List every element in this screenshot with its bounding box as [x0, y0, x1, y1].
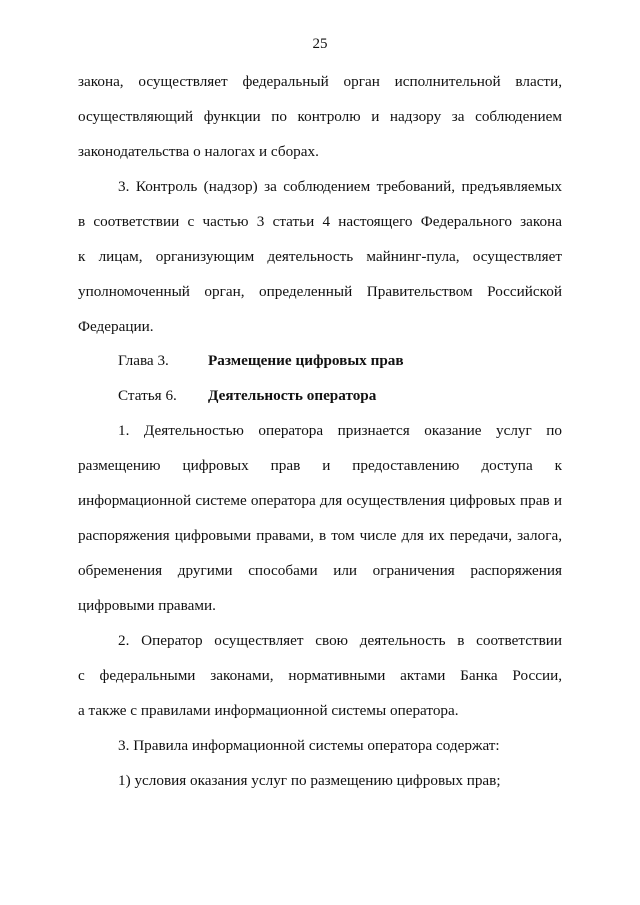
paragraph-line: 1. Деятельностью оператора признается оказание услуг по	[118, 422, 562, 439]
paragraph-line: 3. Контроль (надзор) за соблюдением требований, предъявляемых	[118, 178, 562, 195]
paragraph-line: размещению цифровых прав и предоставлению доступа к	[78, 457, 562, 474]
chapter-label: Глава 3.	[118, 352, 169, 369]
chapter-title: Размещение цифровых прав	[208, 352, 404, 369]
paragraph-line: закона, осуществляет федеральный орган исполнительной власти,	[78, 73, 562, 90]
paragraph-line: информационной системе оператора для осуществления цифровых прав и	[78, 492, 562, 509]
article-label: Статья 6.	[118, 387, 177, 404]
paragraph-line: цифровыми правами.	[78, 597, 216, 614]
page-number: 25	[312, 36, 328, 52]
paragraph-line: обременения другими способами или ограничения распоряжения	[78, 562, 562, 579]
paragraph-line: 2. Оператор осуществляет свою деятельность в соответствии	[118, 632, 562, 649]
paragraph-line: 1) условия оказания услуг по размещению цифровых прав;	[118, 772, 501, 789]
paragraph-line: с федеральными законами, нормативными актами Банка России,	[78, 667, 562, 684]
paragraph-line: распоряжения цифровыми правами, в том числе для их передачи, залога,	[78, 527, 562, 544]
paragraph-line: уполномоченный орган, определенный Правительством Российской	[78, 283, 562, 300]
article-title: Деятельность оператора	[208, 387, 377, 404]
paragraph-line: законодательства о налогах и сборах.	[78, 143, 319, 160]
paragraph-line: в соответствии с частью 3 статьи 4 настоящего Федерального закона	[78, 213, 562, 230]
paragraph-line: а также с правилами информационной системы оператора.	[78, 702, 459, 719]
paragraph-line: осуществляющий функции по контролю и надзору за соблюдением	[78, 108, 562, 125]
paragraph-line: 3. Правила информационной системы оператора содержат:	[118, 737, 500, 754]
paragraph-line: к лицам, организующим деятельность майнинг-пула, осуществляет	[78, 248, 562, 265]
paragraph-line: Федерации.	[78, 318, 154, 335]
